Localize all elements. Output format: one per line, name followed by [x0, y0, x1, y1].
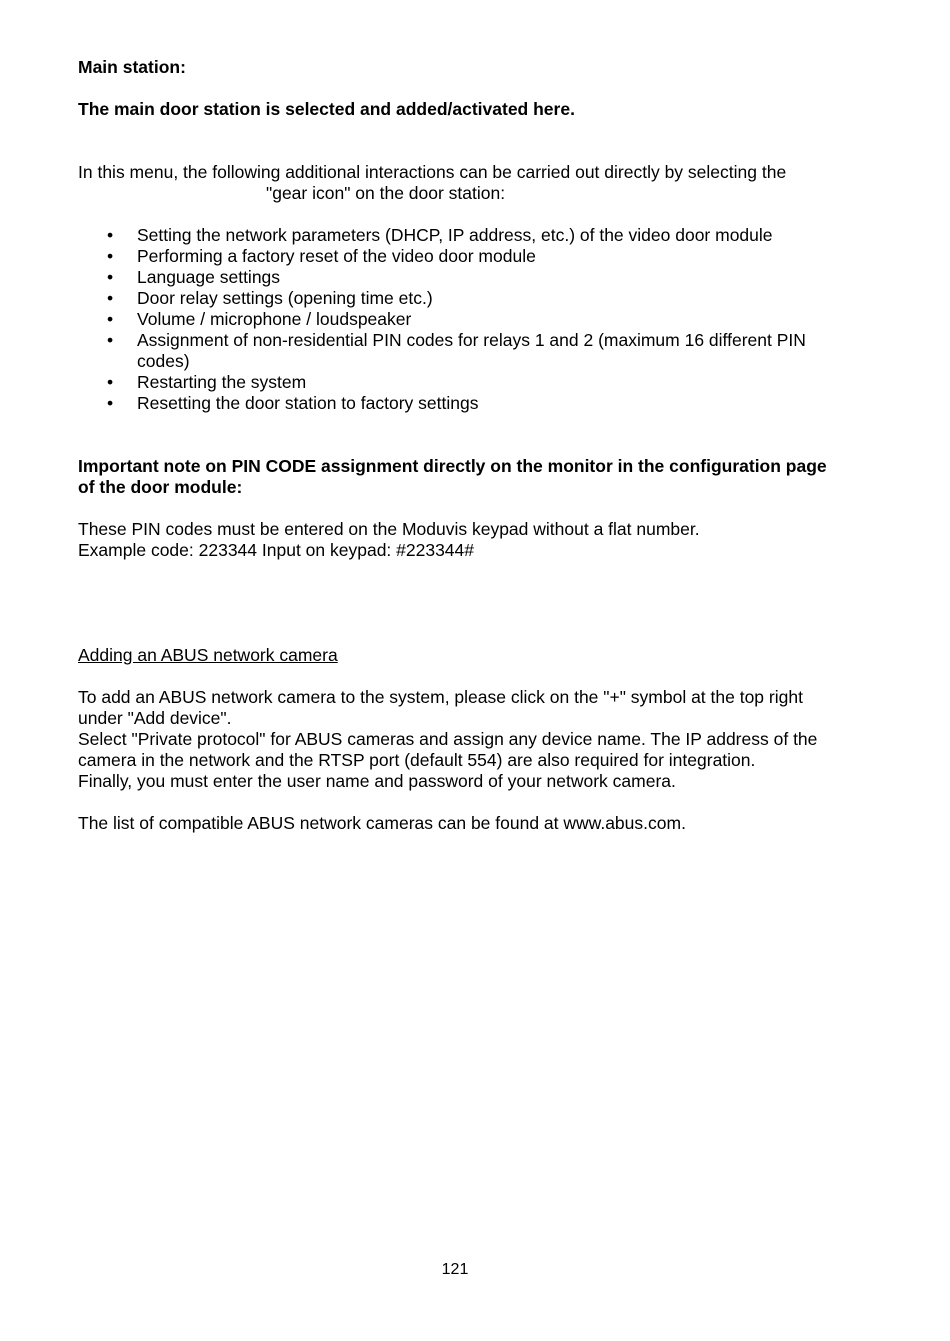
pin-code-note-heading: Important note on PIN CODE assignment directly on the monitor in the configuration page of the door module: [78, 456, 827, 497]
bullet-item [78, 309, 838, 330]
bullet-item [78, 330, 838, 372]
camera-paragraph-3: Finally, you must enter the user name and password of your network camera. [78, 771, 676, 791]
bullet-text: Restarting the system [137, 372, 307, 392]
bullet-icon: • [107, 288, 114, 308]
bullet-icon: • [107, 309, 114, 329]
bullet-item [78, 372, 838, 393]
bullet-text: Assignment of non-residential PIN codes for relays 1 and 2 (maximum 16 different PIN codes) [137, 330, 806, 371]
intro-line-1: In this menu, the following additional interactions can be carried out directly by selecting the [78, 162, 787, 182]
camera-paragraph-1: To add an ABUS network camera to the system, please click on the "+" symbol at the top right under "Add device". [78, 687, 803, 728]
bullet-text: Performing a factory reset of the video door module [137, 246, 536, 266]
pin-code-note-line-2: Example code: 223344 Input on keypad: #223344# [78, 540, 475, 560]
page-number: 121 [441, 1261, 469, 1278]
bullet-item [78, 288, 838, 309]
bullet-icon: • [107, 393, 114, 413]
camera-section-heading: Adding an ABUS network camera [78, 645, 338, 665]
bullet-text: Resetting the door station to factory settings [137, 393, 479, 413]
document-page [78, 57, 838, 834]
bullet-text: Door relay settings (opening time etc.) [137, 288, 433, 308]
pin-code-note-line-1: These PIN codes must be entered on the Moduvis keypad without a flat number. [78, 519, 700, 539]
bullet-icon: • [107, 225, 114, 245]
bullet-item [78, 225, 838, 246]
camera-paragraph-2: Select "Private protocol" for ABUS cameras and assign any device name. The IP address of the camera in the network and the RTSP port (default 554) are also required for integration. [78, 729, 818, 770]
bullet-text: Setting the network parameters (DHCP, IP address, etc.) of the video door module [137, 225, 773, 245]
main-station-subheading: The main door station is selected and added/activated here. [78, 99, 575, 119]
bullet-icon: • [107, 246, 114, 266]
bullet-icon: • [107, 267, 114, 287]
bullet-text: Language settings [137, 267, 281, 287]
bullet-text: Volume / microphone / loudspeaker [137, 309, 412, 329]
bullet-item [78, 246, 838, 267]
bullet-icon: • [107, 330, 114, 350]
camera-paragraph-4: The list of compatible ABUS network cameras can be found at www.abus.com. [78, 813, 686, 833]
main-station-heading: Main station: [78, 57, 186, 77]
bullet-item [78, 267, 838, 288]
bullet-icon: • [107, 372, 114, 392]
bullet-item [78, 393, 838, 414]
settings-bullet-list [78, 225, 838, 414]
intro-line-2: "gear icon" on the door station: [266, 183, 506, 203]
